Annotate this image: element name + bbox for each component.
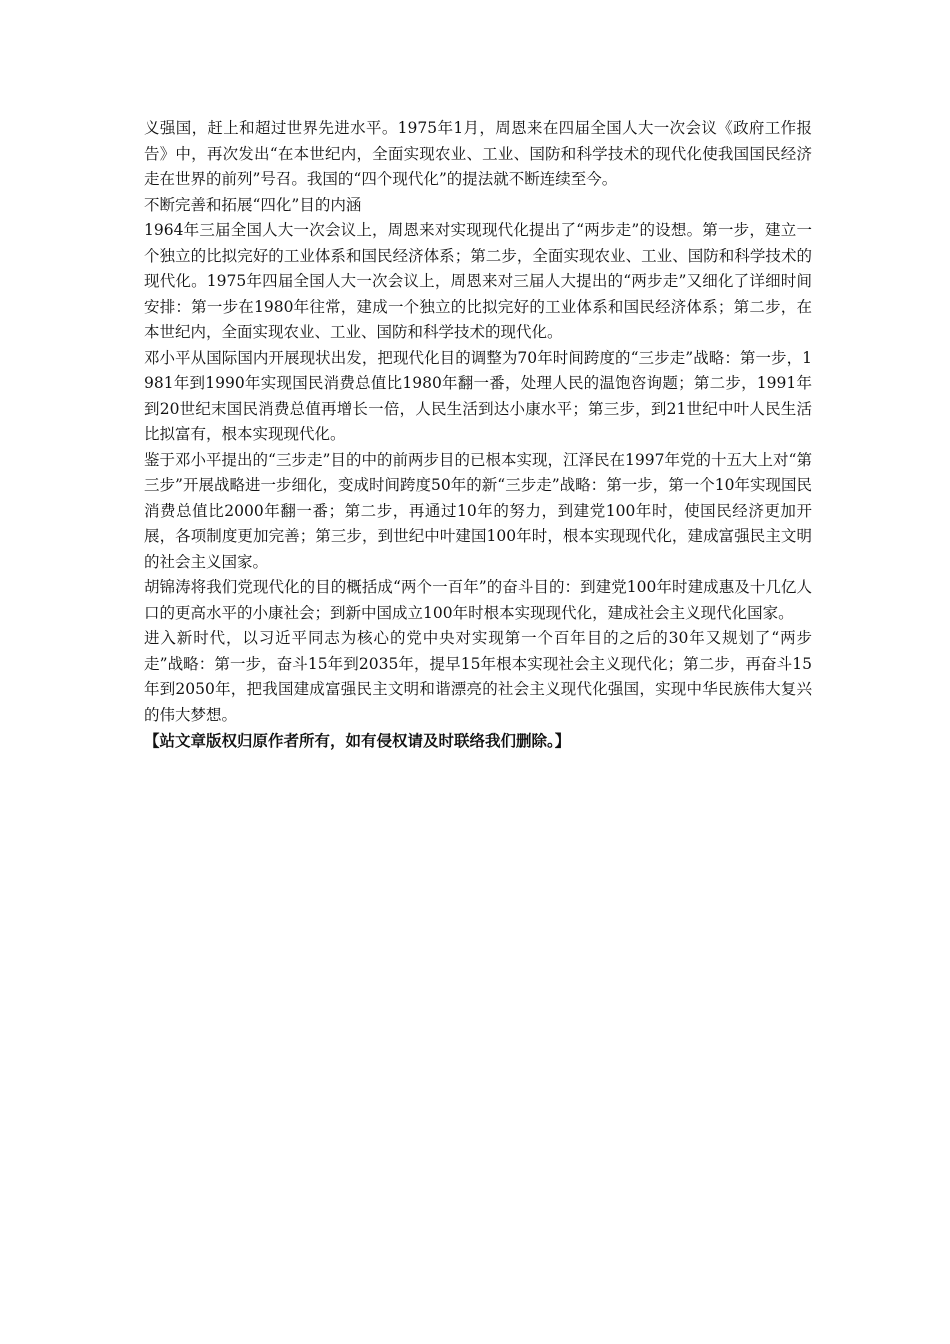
paragraph-two-centenary-hu: 胡锦涛将我们党现代化的目的概括成“两个一百年”的奋斗目的：到建党100年时建成惠及十几亿人口的更高水平的小康社会；到新中国成立100年时根本实现现代化，建成社会主义现代化国家。 <box>144 578 812 622</box>
paragraph-intro: 义强国，赶上和超过世界先进水平。1975年1月，周恩来在四届全国人大一次会议《政府工作报告》中，再次发出“在本世纪内，全面实现农业、工业、国防和科学技术的现代化使我国国民经济走在世界的前列”号召。我国的“四个现代化”的提法就不断连续至今。 <box>144 119 812 188</box>
paragraph-new-three-steps-jiang: 鉴于邓小平提出的“三步走”目的中的前两步目的已根本实现，江泽民在1997年党的十五大上对“第三步”开展战略进一步细化，变成时间跨度50年的新“三步走”战略：第一步，第一个10年实现国民消费总值比2000年翻一番；第二步，再通过10年的努力，到建党100年时，使国民经济更加开展，各项制度更加完善；第三步，到世纪中叶建国100年时，根本实现现代化，建成富强民主文明的社会主义国家。 <box>144 450 812 571</box>
paragraph-new-era: 进入新时代，以习近平同志为核心的党中央对实现第一个百年目的之后的30年又规划了“两步走”战略：第一步，奋斗15年到2035年，提早15年根本实现社会主义现代化；第二步，再奋斗15年到2050年，把我国建成富强民主文明和谐漂亮的社会主义现代化强国，实现中华民族伟大复兴的伟大梦想。 <box>144 629 812 724</box>
paragraph-two-steps-1964: 1964年三届全国人大一次会议上，周恩来对实现现代化提出了“两步走”的设想。第一步，建立一个独立的比拟完好的工业体系和国民经济体系；第二步，全面实现农业、工业、国防和科学技术的现代化。1975年四届全国人大一次会议上，周恩来对三届人大提出的“两步走”又细化了详细时间安排：第一步在1980年往常，建成一个独立的比拟完好的工业体系和国民经济体系；第二步，在本世纪内，全面实现农业、工业、国防和科学技术的现代化。 <box>144 221 812 341</box>
document-body <box>144 116 812 754</box>
paragraph-three-steps-deng: 邓小平从国际国内开展现状出发，把现代化目的调整为70年时间跨度的“三步走”战略：第一步，1981年到1990年实现国民消费总值比1980年翻一番，处理人民的温饱咨询题；第二步，1991年到20世纪末国民消费总值再增长一倍，人民生活到达小康水平；第三步，到21世纪中叶人民生活比拟富有，根本实现现代化。 <box>144 348 812 443</box>
section-heading: 不断完善和拓展“四化”目的内涵 <box>144 195 362 214</box>
copyright-notice: 【站文章版权归原作者所有，如有侵权请及时联络我们删除。】 <box>144 731 571 750</box>
